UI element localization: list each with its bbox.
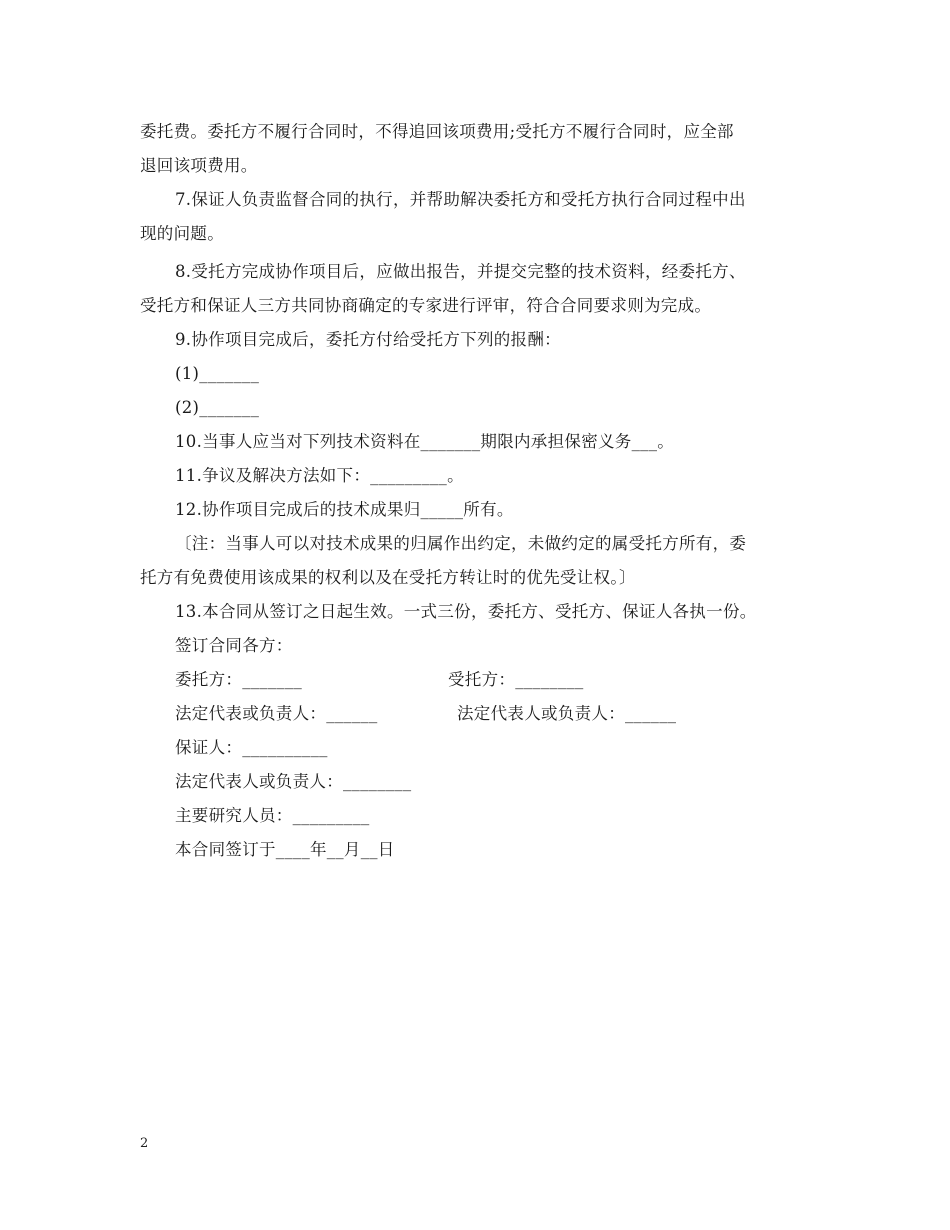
researchers-field: 主要研究人员：_________ (175, 806, 370, 825)
guarantor-representative-field: 法定代表人或负责人：________ (175, 772, 412, 791)
payment-item-1: (1)_______ (175, 364, 260, 383)
client-representative-field: 法定代表或负责人：______ (175, 704, 378, 723)
contractor-representative-field: 法定代表人或负责人：______ (457, 704, 677, 723)
paragraph-line-1: 委托费。委托方不履行合同时，不得追回该项费用;受托方不履行合同时，应全部 (140, 122, 734, 141)
note-line-2: 托方有免费使用该成果的权利以及在受托方转让时的优先受让权。〕 (140, 568, 636, 587)
note-line-1: 〔注：当事人可以对技术成果的归属作出约定，未做约定的属受托方所有，委 (175, 534, 747, 553)
clause-7-line-1: 7.保证人负责监督合同的执行，并帮助解决委托方和受托方执行合同过程中出 (175, 190, 746, 209)
signing-parties-heading: 签订合同各方： (175, 636, 293, 655)
clause-10: 10.当事人应当对下列技术资料在_______期限内承担保密义务___。 (175, 432, 675, 451)
paragraph-line-2: 退回该项费用。 (140, 156, 258, 175)
clause-13: 13.本合同从签订之日起生效。一式三份，委托方、受托方、保证人各执一份。 (175, 602, 757, 621)
clause-9: 9.协作项目完成后，委托方付给受托方下列的报酬： (175, 330, 561, 349)
clause-8-line-1: 8.受托方完成协作项目后，应做出报告，并提交完整的技术资料，经委托方、 (175, 262, 746, 281)
clause-8-line-2: 受托方和保证人三方共同协商确定的专家进行评审，符合合同要求则为完成。 (140, 296, 712, 315)
payment-item-2: (2)_______ (175, 398, 260, 417)
clause-7-line-2: 现的问题。 (140, 224, 224, 243)
contractor-signature-field: 受托方：________ (448, 670, 584, 689)
page-number: 2 (140, 1136, 149, 1151)
client-signature-field: 委托方：_______ (175, 670, 303, 689)
clause-12: 12.协作项目完成后的技术成果归_____所有。 (175, 500, 514, 519)
signing-date-field: 本合同签订于____年__月__日 (175, 840, 395, 859)
clause-11: 11.争议及解决方法如下：_________。 (175, 466, 464, 485)
guarantor-field: 保证人：__________ (175, 738, 328, 757)
